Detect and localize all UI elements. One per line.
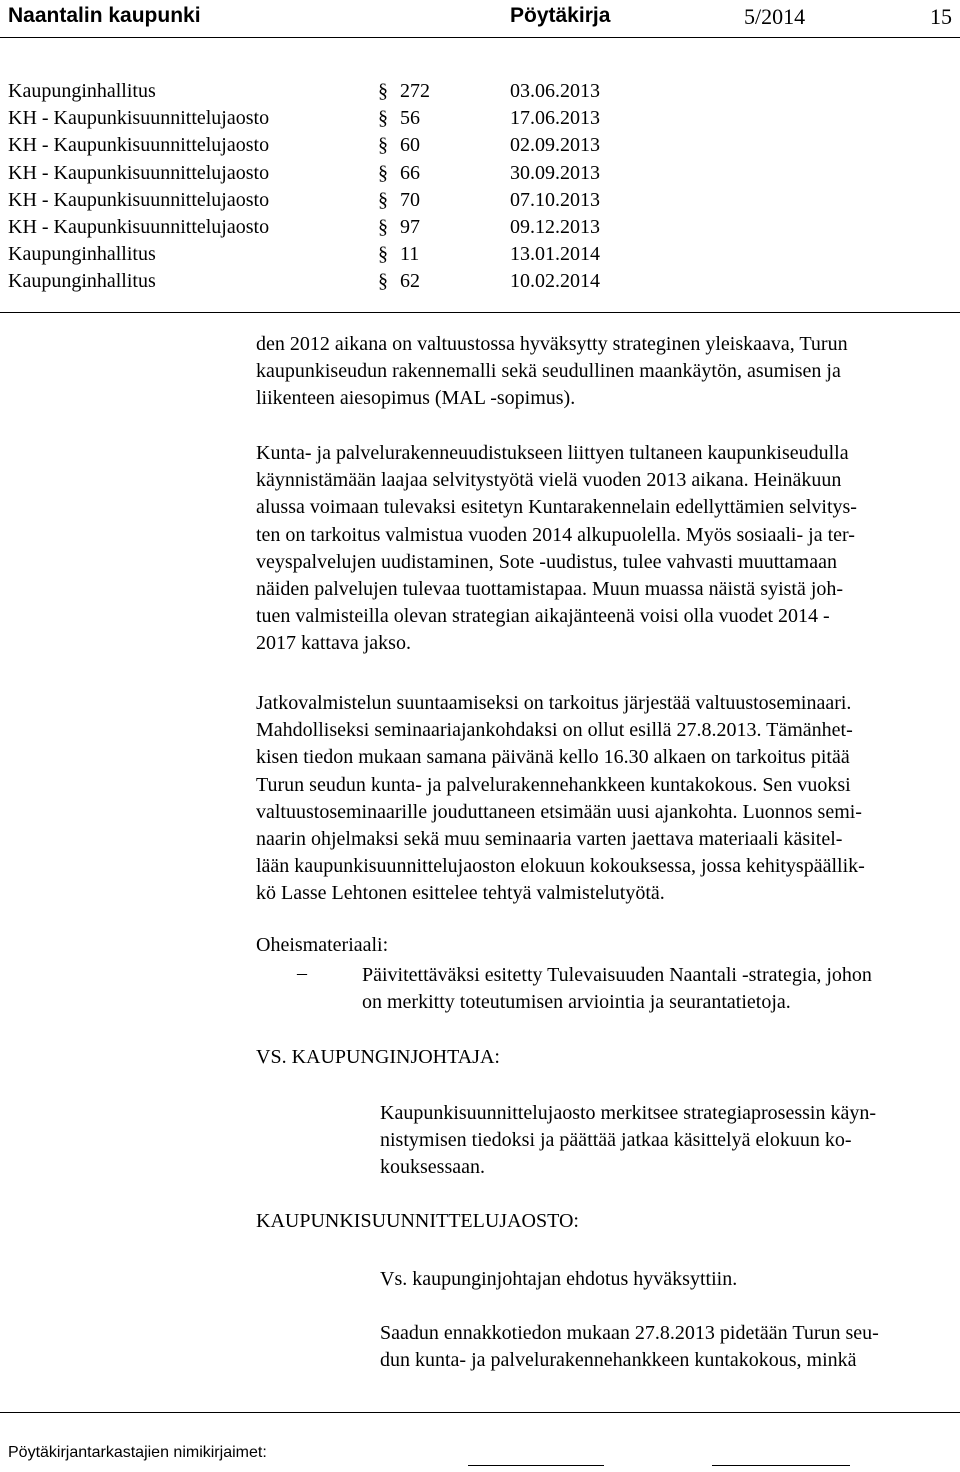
attachments-label: Oheismateriaali: (256, 934, 389, 956)
municipality-name: Naantalin kaupunki (8, 4, 201, 27)
history-date: 17.06.2013 (510, 107, 600, 130)
decision-text (380, 1266, 737, 1293)
handling-history (8, 80, 708, 298)
text-line: Turun seudun kunta- ja palvelurakennehankkeen kuntakokous. Sen vuoksi (256, 773, 851, 796)
decision-label: KAUPUNKISUUNNITTELUJAOSTO: (256, 1210, 579, 1232)
header-divider (0, 37, 960, 38)
section-sign: § (378, 188, 388, 211)
section-sign: § (378, 215, 388, 238)
history-number: 70 (400, 188, 420, 211)
section-sign: § (378, 107, 388, 130)
section-sign: § (378, 161, 388, 184)
history-date: 02.09.2013 (510, 134, 600, 157)
section-sign: § (378, 80, 388, 102)
history-number: 62 (400, 270, 420, 293)
history-divider (0, 312, 960, 313)
footer-divider (0, 1412, 960, 1413)
history-body: Kaupunginhallitus (8, 80, 156, 102)
history-body: KH - Kaupunkisuunnittelujaosto (8, 188, 270, 211)
text-line: liikenteen aiesopimus (MAL -sopimus). (256, 387, 576, 410)
page-header (8, 0, 952, 34)
paragraph-reform (256, 440, 956, 658)
history-date: 13.01.2014 (510, 243, 600, 266)
history-number: 66 (400, 161, 420, 184)
text-line: naarin ohjelmaksi sekä muu seminaaria varten jaettava materiaali käsitel- (256, 828, 843, 851)
paragraph-seminar (256, 690, 956, 908)
history-row (8, 134, 708, 161)
text-line: veyspalvelujen uudistaminen, Sote -uudistus, tulee vahvasti muuttamaan (256, 550, 837, 573)
text-line: kisen tiedon mukaan samana päivänä kello 16.30 alkaen on tarkoitus pitää (256, 746, 850, 769)
history-date: 30.09.2013 (510, 161, 600, 184)
signature-line (468, 1465, 604, 1466)
history-row (8, 216, 708, 243)
history-number: 56 (400, 107, 420, 130)
document-number: 5/2014 (744, 4, 806, 29)
history-body: KH - Kaupunkisuunnittelujaosto (8, 134, 270, 157)
text-line: Päivitettäväksi esitetty Tulevaisuuden Naantali -strategia, johon (362, 964, 872, 986)
proposal-label: VS. KAUPUNGINJOHTAJA: (256, 1046, 500, 1068)
text-line: Mahdolliseksi seminaariajankohdaksi on ollut esillä 27.8.2013. Tämänhet- (256, 719, 853, 742)
history-date: 09.12.2013 (510, 215, 600, 238)
text-line: nistymisen tiedoksi ja päättää jatkaa käsittelyä elokuun ko- (380, 1129, 852, 1152)
section-sign: § (378, 134, 388, 157)
history-row (8, 189, 708, 216)
text-line: lään kaupunkisuunnittelujaoston elokuun kokouksessa, jossa kehityspäällik- (256, 855, 865, 878)
history-number: 11 (400, 243, 420, 266)
history-date: 03.06.2013 (510, 80, 600, 102)
text-line: kö Lasse Lehtonen esittelee tehtyä valmistelutyötä. (256, 882, 665, 905)
text-line: Kaupunkisuunnittelujaosto merkitsee strategiaprosessin käyn- (380, 1102, 877, 1124)
text-line: näiden palvelujen tulevaa tuottamistapaa. Muun muassa näistä syistä joh- (256, 578, 844, 601)
text-line: kouksessaan. (380, 1156, 485, 1179)
signature-line (712, 1465, 850, 1466)
text-line: Jatkovalmistelun suuntaamiseksi on tarkoitus järjestää valtuustoseminaari. (256, 692, 852, 714)
history-body: KH - Kaupunkisuunnittelujaosto (8, 107, 270, 130)
history-row (8, 270, 708, 297)
history-body: KH - Kaupunkisuunnittelujaosto (8, 161, 270, 184)
text-line: 2017 kattava jakso. (256, 632, 411, 655)
history-body: Kaupunginhallitus (8, 270, 156, 293)
text-line: Saadun ennakkotiedon mukaan 27.8.2013 pidetään Turun seu- (380, 1322, 879, 1344)
section-sign: § (378, 270, 388, 293)
history-number: 97 (400, 215, 420, 238)
page-number: 15 (930, 4, 952, 29)
history-body: Kaupunginhallitus (8, 243, 156, 266)
history-row (8, 162, 708, 189)
attachment-item (362, 962, 872, 1016)
text-line: dun kunta- ja palvelurakennehankkeen kuntakokous, minkä (380, 1349, 857, 1372)
document-type: Pöytäkirja (510, 4, 611, 27)
history-row (8, 80, 708, 107)
history-row (8, 107, 708, 134)
history-date: 07.10.2013 (510, 188, 600, 211)
text-line: on merkitty toteutumisen arviointia ja seurantatietoja. (362, 991, 791, 1014)
history-body: KH - Kaupunkisuunnittelujaosto (8, 215, 270, 238)
paragraph-strategy-background (256, 331, 956, 413)
history-row (8, 243, 708, 270)
text-line: ten on tarkoitus valmistua vuoden 2014 alkupuolella. Myös sosiaali- ja ter- (256, 523, 855, 546)
list-dash: – (297, 962, 307, 984)
history-date: 10.02.2014 (510, 270, 600, 293)
text-line: alussa voimaan tulevaksi esitetyn Kuntarakennelain edellyttämien selvitys- (256, 496, 857, 519)
text-line: den 2012 aikana on valtuustossa hyväksytty strateginen yleiskaava, Turun (256, 333, 848, 355)
text-line: kaupunkiseudun rakennemalli sekä seudullinen maankäytön, asumisen ja (256, 360, 841, 383)
signatures-label: Pöytäkirjantarkastajien nimikirjaimet: (8, 1444, 267, 1461)
text-line: valtuustoseminaarille jouduttaneen etsimään uusi ajankohta. Luonnos semi- (256, 800, 862, 823)
text-line: Vs. kaupunginjohtajan ehdotus hyväksyttiin. (380, 1268, 738, 1290)
text-line: käynnistämään laajaa selvitystyötä vielä vuoden 2013 aikana. Heinäkuun (256, 469, 842, 492)
text-line: tuen valmisteilla olevan strategian aikajänteenä voisi olla vuodet 2014 - (256, 605, 830, 628)
history-number: 60 (400, 134, 420, 157)
decision-note (380, 1320, 879, 1374)
history-number: 272 (400, 80, 430, 102)
section-sign: § (378, 243, 388, 266)
text-line: Kunta- ja palvelurakenneuudistukseen liittyen tultaneen kaupunkiseudulla (256, 442, 849, 464)
proposal-text (380, 1100, 876, 1182)
